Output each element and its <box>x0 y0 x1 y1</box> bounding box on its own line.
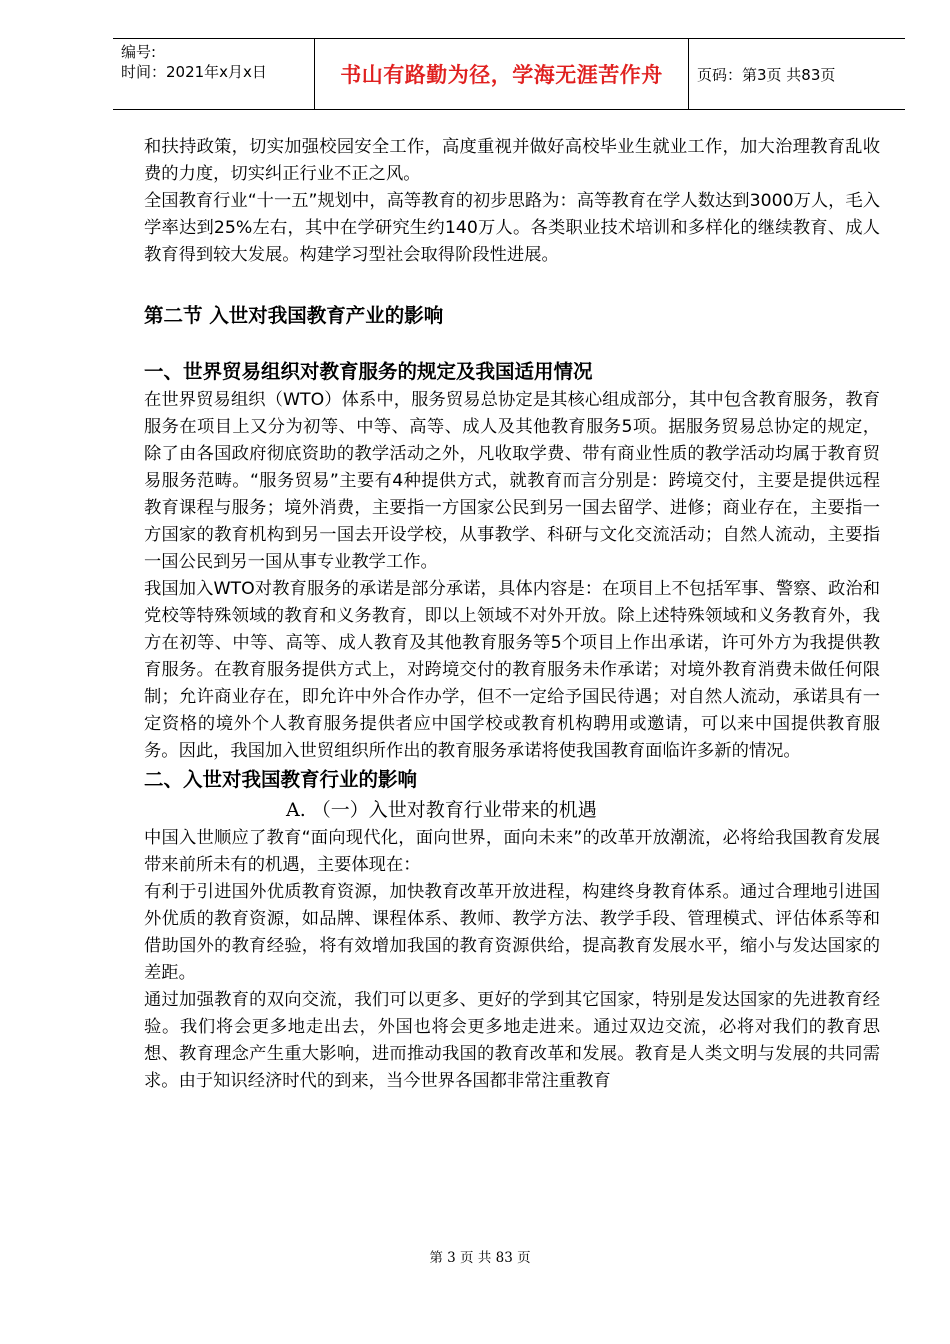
paragraph: 中国入世顺应了教育“面向现代化，面向世界，面向未来”的改革开放潮流，必将给我国教育发展带来前所未有的机遇，主要体现在： <box>144 828 880 875</box>
section-title: 第二节 入世对我国教育产业的影响 <box>144 304 444 327</box>
paragraph: 我国加入WTO对教育服务的承诺是部分承诺，具体内容是：在项目上不包括军事、警察、政治和党校等特殊领域的教育和义务教育，即以上领域不对外开放。除上述特殊领域和义务教育外，我方在初等、中等、高等、成人教育及其他教育服务等5个项目上作出承诺，许可外方为我提供教育服务。在教育服务提供方式上，对跨境交付的教育服务未作承诺；对境外教育消费未做任何限制；允许商业存在，即允许中外合作办学，但不一定给予国民待遇；对自然人流动，承诺具有一定资格的境外个人教育服务提供者应中国学校或教育机构聘用或邀请，可以来中国提供教育服务。因此，我国加入世贸组织所作出的教育服务承诺将使我国教育面临许多新的情况。 <box>144 579 880 761</box>
paragraph: 全国教育行业“十一五”规划中，高等教育的初步思路为：高等教育在学人数达到3000万人，毛入学率达到25%左右，其中在学研究生约140万人。各类职业技术培训和多样化的继续教育、成人教育得到较大发展。构建学习型社会取得阶段性进展。 <box>144 191 880 265</box>
paragraph: 和扶持政策，切实加强校园安全工作，高度重视并做好高校毕业生就业工作，加大治理教育乱收费的力度，切实纠正行业不正之风。 <box>144 137 880 184</box>
time-label: 时间：2021年x月x日 <box>121 63 267 81</box>
paragraph: 通过加强教育的双向交流，我们可以更多、更好的学到其它国家，特别是发达国家的先进教育经验。我们将会更多地走出去，外国也将会更多地走进来。通过双边交流，必将对我们的教育思想、教育理念产生重大影响，进而推动我国的教育改革和发展。教育是人类文明与发展的共同需求。由于知识经济时代的到来，当今世界各国都非常注重教育 <box>144 990 880 1091</box>
heading: 一、世界贸易组织对教育服务的规定及我国适用情况 <box>144 360 593 383</box>
header-motto-cell <box>315 39 689 109</box>
page-footer <box>0 1246 950 1266</box>
page-header <box>113 38 905 110</box>
paragraph: 在世界贸易组织（WTO）体系中，服务贸易总协定是其核心组成部分，其中包含教育服务，教育服务在项目上又分为初等、中等、高等、成人及其他教育服务5项。据服务贸易总协定的规定，除了由各国政府彻底资助的教学活动之外，凡收取学费、带有商业性质的教学活动均属于教育贸易服务范畴。“服务贸易”主要有4种提供方式，就教育而言分别是：跨境交付，主要是提供远程教育课程与服务；境外消费，主要指一方国家公民到另一国去留学、进修；商业存在，主要指一方国家的教育机构到另一国去开设学校，从事教学、科研与文化交流活动；自然人流动，主要指一国公民到另一国从事专业教学工作。 <box>144 390 880 572</box>
subheading: A. （一）入世对教育行业带来的机遇 <box>286 799 597 821</box>
code-label: 编号: <box>121 43 157 61</box>
heading: 二、入世对我国教育行业的影响 <box>144 768 418 791</box>
footer-page-number: 第 3 页 共 83 页 <box>429 1250 531 1266</box>
header-meta <box>113 39 315 109</box>
document-body <box>144 134 880 1095</box>
header-page-cell <box>689 39 905 109</box>
paragraph: 有利于引进国外优质教育资源，加快教育改革开放进程，构建终身教育体系。通过合理地引进国外优质的教育资源，如品牌、课程体系、教师、教学方法、教学手段、管理模式、评估体系等和借助国外的教育经验，将有效增加我国的教育资源供给，提高教育发展水平，缩小与发达国家的差距。 <box>144 882 880 983</box>
motto: 书山有路勤为径，学海无涯苦作舟 <box>340 62 663 87</box>
page-label: 页码：第3页 共83页 <box>697 65 836 84</box>
